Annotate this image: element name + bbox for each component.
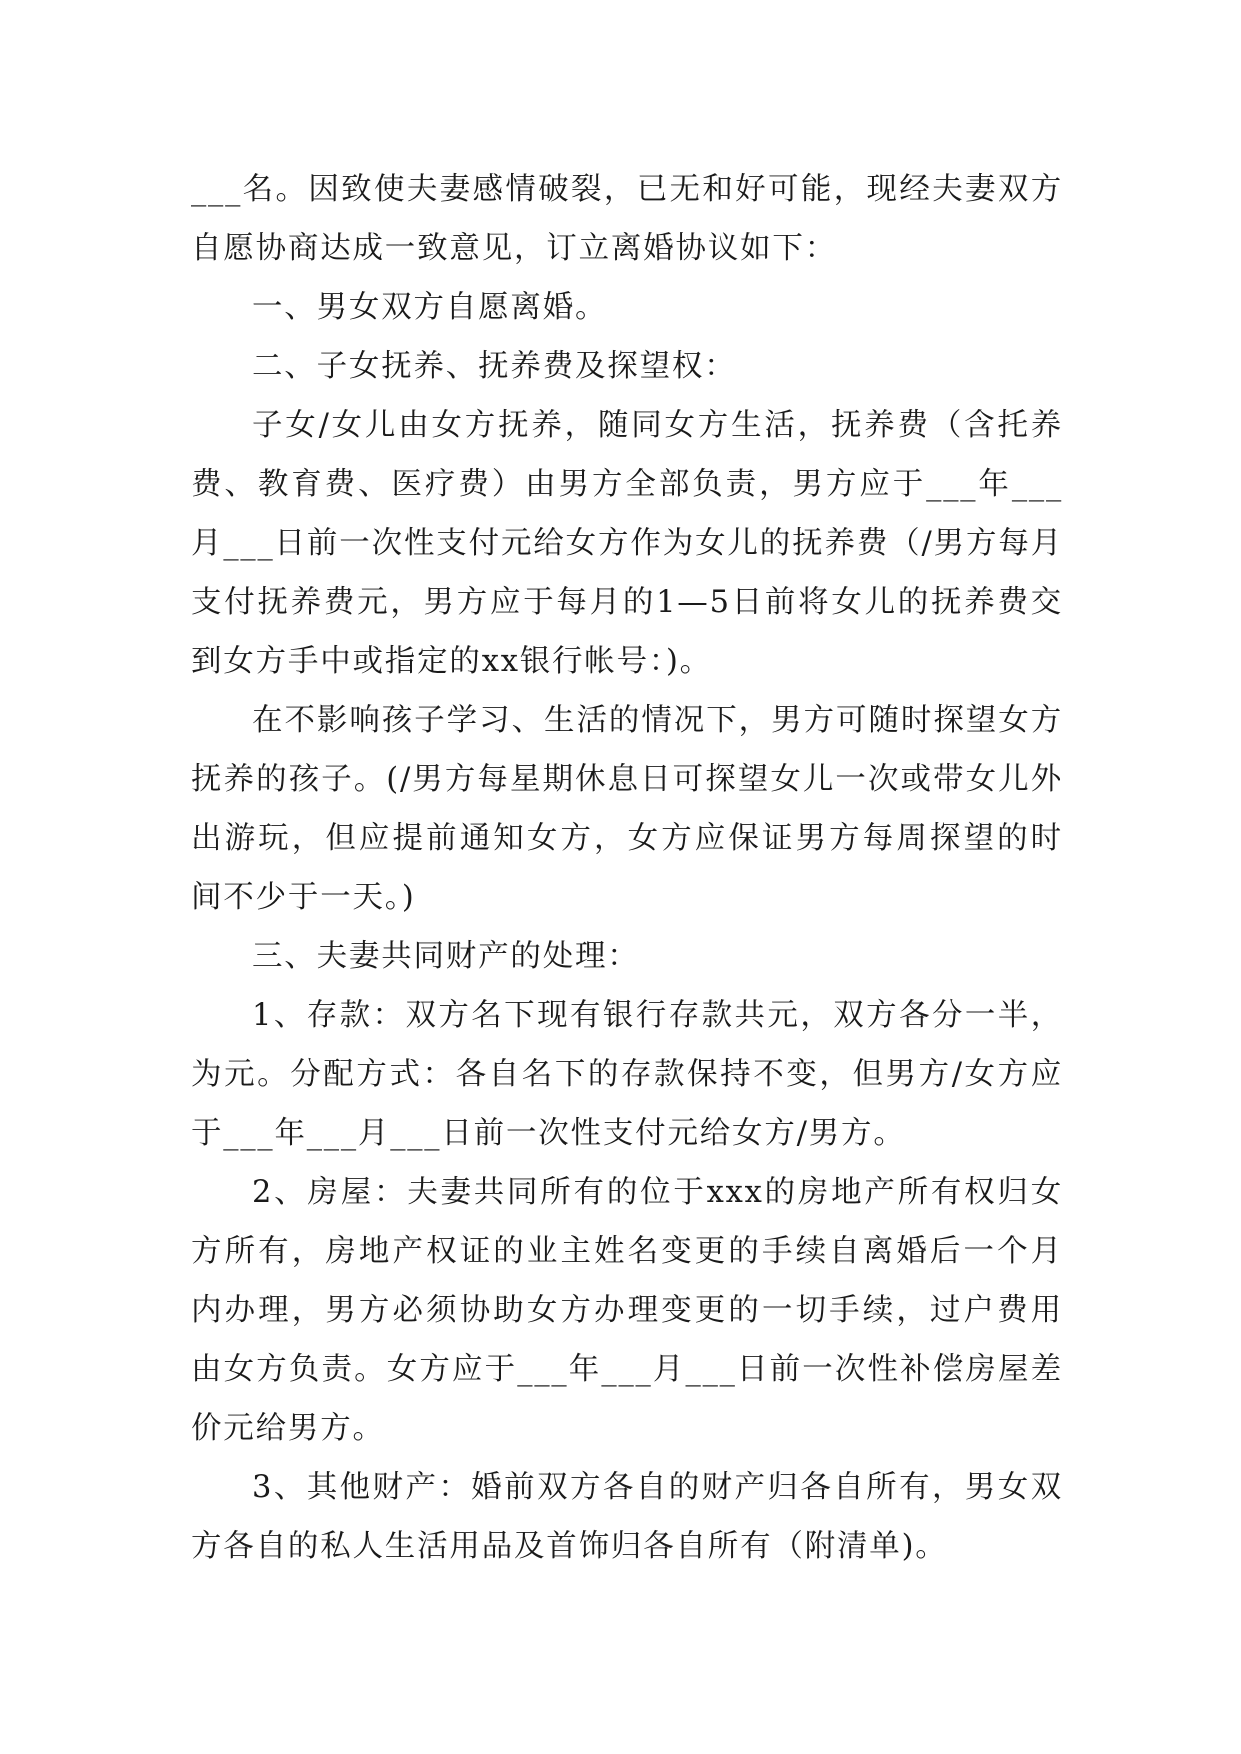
paragraph-clause-1: 一、男女双方自愿离婚。 [252,290,608,325]
document-body [191,160,1063,1576]
paragraph-visitation: 在不影响孩子学习、生活的情况下，男方可随时探望女方抚养的孩子。(/男方每星期休息日可探望女儿一次或带女儿外出游玩，但应提前通知女方，女方应保证男方每周探望的时间不少于一天。) [191,703,1063,915]
paragraph-child-support: 子女/女儿由女方抚养，随同女方生活，抚养费（含托养费、教育费、医疗费）由男方全部负责，男方应于___年___月___日前一次性支付元给女方作为女儿的抚养费（/男方每月支付抚养费元，男方应于每月的1—5日前将女儿的抚养费交到女方手中或指定的xx银行帐号：)。 [191,408,1063,679]
paragraph-other-property: 3、其他财产：婚前双方各自的财产归各自所有，男女双方各自的私人生活用品及首饰归各自所有（附清单)。 [191,1470,1063,1564]
paragraph-house: 2、房屋：夫妻共同所有的位于xxx的房地产所有权归女方所有，房地产权证的业主姓名变更的手续自离婚后一个月内办理，男方必须协助女方办理变更的一切手续，过户费用由女方负责。女方应于___年___月___日前一次性补偿房屋差价元给男方。 [191,1175,1063,1446]
paragraph-deposits: 1、存款：双方名下现有银行存款共元，双方各分一半，为元。分配方式：各自名下的存款保持不变，但男方/女方应于___年___月___日前一次性支付元给女方/男方。 [191,998,1063,1151]
paragraph-clause-2-heading: 二、子女抚养、抚养费及探望权： [252,349,737,384]
paragraph-intro: ___名。因致使夫妻感情破裂，已无和好可能，现经夫妻双方自愿协商达成一致意见，订立离婚协议如下： [191,172,1063,266]
paragraph-clause-3-heading: 三、夫妻共同财产的处理： [252,939,640,974]
